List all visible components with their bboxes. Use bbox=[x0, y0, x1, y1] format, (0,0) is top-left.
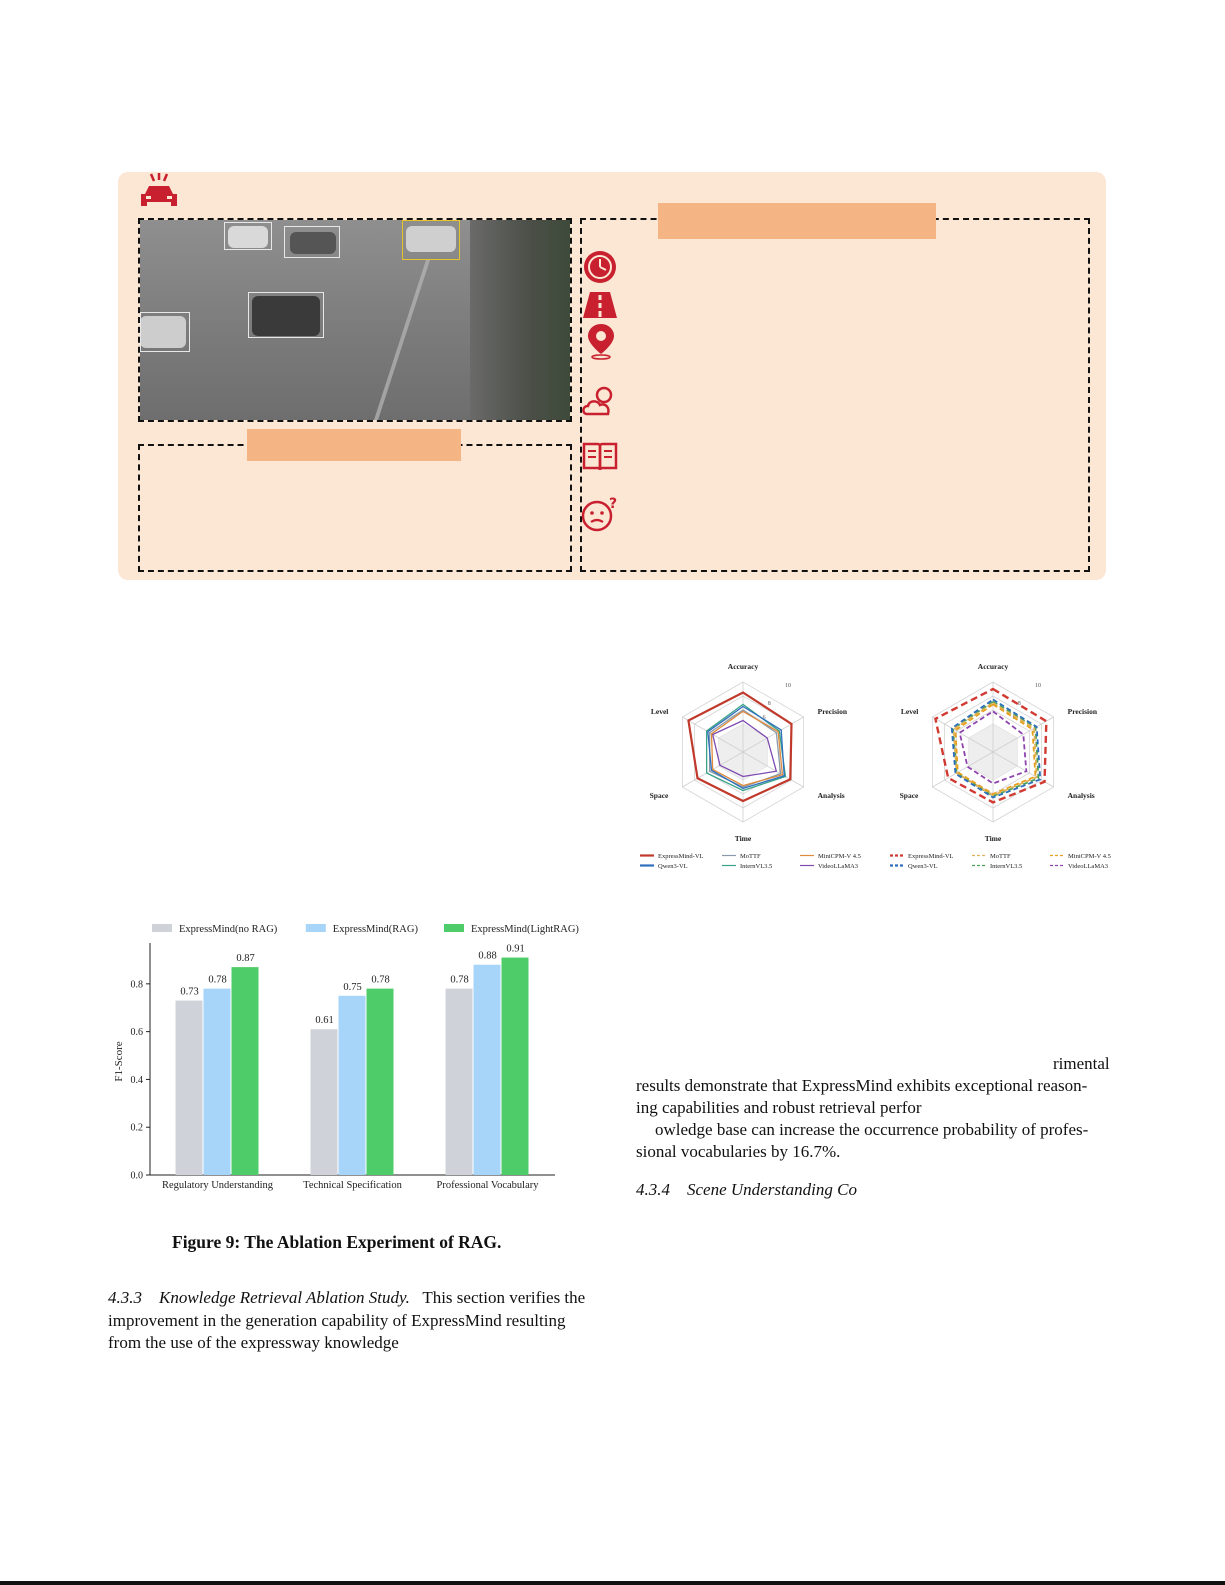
radar-axis-label: Analysis bbox=[1067, 791, 1095, 800]
bar bbox=[176, 1001, 203, 1175]
bar bbox=[367, 989, 394, 1175]
radar-axis-label: Level bbox=[900, 707, 919, 716]
bar-value-label: 0.78 bbox=[450, 974, 469, 986]
bar-value-label: 0.78 bbox=[371, 974, 390, 986]
radar-ring-label: 10 bbox=[1035, 683, 1041, 689]
section-433-number: 4.3.3 bbox=[108, 1288, 142, 1307]
section-434-number: 4.3.4 bbox=[636, 1180, 670, 1199]
video-frame bbox=[138, 218, 572, 422]
radar-axis-label: Analysis bbox=[817, 791, 845, 800]
book-icon bbox=[581, 438, 619, 476]
bar-value-label: 0.88 bbox=[478, 950, 497, 962]
bar-value-label: 0.91 bbox=[506, 943, 525, 955]
bar-value-label: 0.73 bbox=[180, 986, 199, 998]
question-face-icon bbox=[581, 496, 619, 534]
location-pin-icon bbox=[582, 322, 620, 360]
scene-analysis-box bbox=[580, 218, 1090, 572]
bar-value-label: 0.78 bbox=[208, 974, 227, 986]
figure9-caption: Figure 9: The Ablation Experiment of RAG. bbox=[172, 1232, 502, 1252]
x-tick-label: Technical Specification bbox=[303, 1180, 402, 1191]
section-433-title: Knowledge Retrieval Ablation Study. bbox=[159, 1288, 410, 1307]
radar-legend-label: Qwen3-VL bbox=[908, 863, 938, 870]
y-tick-label: 0.0 bbox=[130, 1170, 143, 1182]
y-tick-label: 0.4 bbox=[130, 1074, 143, 1086]
radar-legend-label: ExpressMind-VL bbox=[658, 853, 704, 860]
bar bbox=[502, 958, 529, 1175]
radar-axis-label: Space bbox=[899, 791, 919, 800]
bar bbox=[204, 989, 231, 1175]
page-bottom-rule bbox=[0, 1581, 1225, 1585]
radar-legend-label: ExpressMind-VL bbox=[908, 853, 954, 860]
radar-axis-label: Level bbox=[650, 707, 669, 716]
weather-icon bbox=[580, 382, 618, 420]
car-crash-icon bbox=[137, 172, 181, 212]
legend-swatch bbox=[306, 924, 326, 932]
radar-legend-label: MiniCPM-V 4.5 bbox=[1068, 853, 1111, 860]
svg-text:?: ? bbox=[609, 496, 618, 512]
y-axis-label: F1-Score bbox=[113, 1041, 125, 1082]
y-tick-label: 0.6 bbox=[130, 1027, 143, 1039]
section-433-line-2: improvement in the generation capability of ExpressMind resulting bbox=[108, 1311, 566, 1330]
bar bbox=[474, 965, 501, 1175]
legend-label: ExpressMind(no RAG) bbox=[179, 924, 278, 935]
legend-swatch bbox=[444, 924, 464, 932]
radar-ring-label: 6 bbox=[762, 715, 766, 721]
caption-title-bar bbox=[247, 429, 461, 461]
section-434-title: Scene Understanding Co bbox=[687, 1180, 857, 1199]
radar-legend-label: VideoLLaMA3 bbox=[818, 863, 859, 870]
right-text-line-5: sional vocabularies by 16.7%. bbox=[636, 1142, 841, 1161]
section-433-line-1: This section verifies the bbox=[422, 1288, 586, 1307]
section-433-heading bbox=[108, 1288, 585, 1308]
bar bbox=[339, 996, 366, 1175]
radar-legend-label: VideoLLaMA3 bbox=[1068, 863, 1109, 870]
bar bbox=[311, 1029, 338, 1175]
right-text-line-4: owledge base can increase the occurrence probability of profes- bbox=[655, 1120, 1089, 1139]
radar-axis-label: Time bbox=[984, 834, 1002, 843]
caption-box bbox=[138, 444, 572, 572]
radar-ring-label: 8 bbox=[767, 701, 771, 707]
road-icon bbox=[581, 290, 619, 320]
legend-swatch bbox=[152, 924, 172, 932]
radar-legend-label: Qwen3-VL bbox=[658, 863, 688, 870]
right-text-line-2: results demonstrate that ExpressMind exhibits exceptional reason- bbox=[636, 1076, 1088, 1095]
radar-axis-label: Precision bbox=[817, 707, 848, 716]
legend-label: ExpressMind(LightRAG) bbox=[471, 924, 579, 935]
radar-ring-label: 6 bbox=[1012, 715, 1016, 721]
radar-legend-label: MiniCPM-V 4.5 bbox=[818, 853, 861, 860]
radar-ring-label: 8 bbox=[1017, 701, 1021, 707]
radar-ring-label: 10 bbox=[785, 683, 791, 689]
y-tick-label: 0.8 bbox=[130, 979, 143, 991]
bar bbox=[232, 967, 259, 1175]
radar-legend-label: InternVL3.5 bbox=[990, 863, 1023, 870]
radar-chart-left bbox=[640, 652, 870, 882]
clock-icon bbox=[581, 248, 619, 286]
radar-legend-label: InternVL3.5 bbox=[740, 863, 773, 870]
radar-legend-label: MoTTF bbox=[740, 853, 761, 860]
radar-axis-label: Time bbox=[734, 834, 752, 843]
rag-ablation-bar-chart bbox=[100, 920, 580, 1210]
bar-value-label: 0.61 bbox=[315, 1015, 334, 1027]
bar-value-label: 0.75 bbox=[343, 981, 362, 993]
radar-legend-label: MoTTF bbox=[990, 853, 1011, 860]
section-434-heading bbox=[636, 1180, 857, 1200]
section-433-line-3: from the use of the expressway knowledge bbox=[108, 1333, 399, 1352]
x-tick-label: Regulatory Understanding bbox=[161, 1180, 274, 1191]
right-text-line-1: rimental bbox=[1053, 1054, 1110, 1073]
radar-chart-right bbox=[890, 652, 1120, 882]
x-tick-label: Professional Vocabulary bbox=[436, 1180, 539, 1191]
radar-axis-label: Accuracy bbox=[727, 662, 759, 671]
bar bbox=[446, 989, 473, 1175]
radar-axis-label: Precision bbox=[1067, 707, 1098, 716]
right-text-line-3: ing capabilities and robust retrieval perfor bbox=[636, 1098, 922, 1117]
legend-label: ExpressMind(RAG) bbox=[332, 924, 418, 935]
bar-value-label: 0.87 bbox=[236, 953, 255, 965]
radar-axis-label: Accuracy bbox=[977, 662, 1009, 671]
scene-title-bar bbox=[658, 203, 936, 239]
radar-axis-label: Space bbox=[649, 791, 669, 800]
y-tick-label: 0.2 bbox=[130, 1122, 143, 1134]
